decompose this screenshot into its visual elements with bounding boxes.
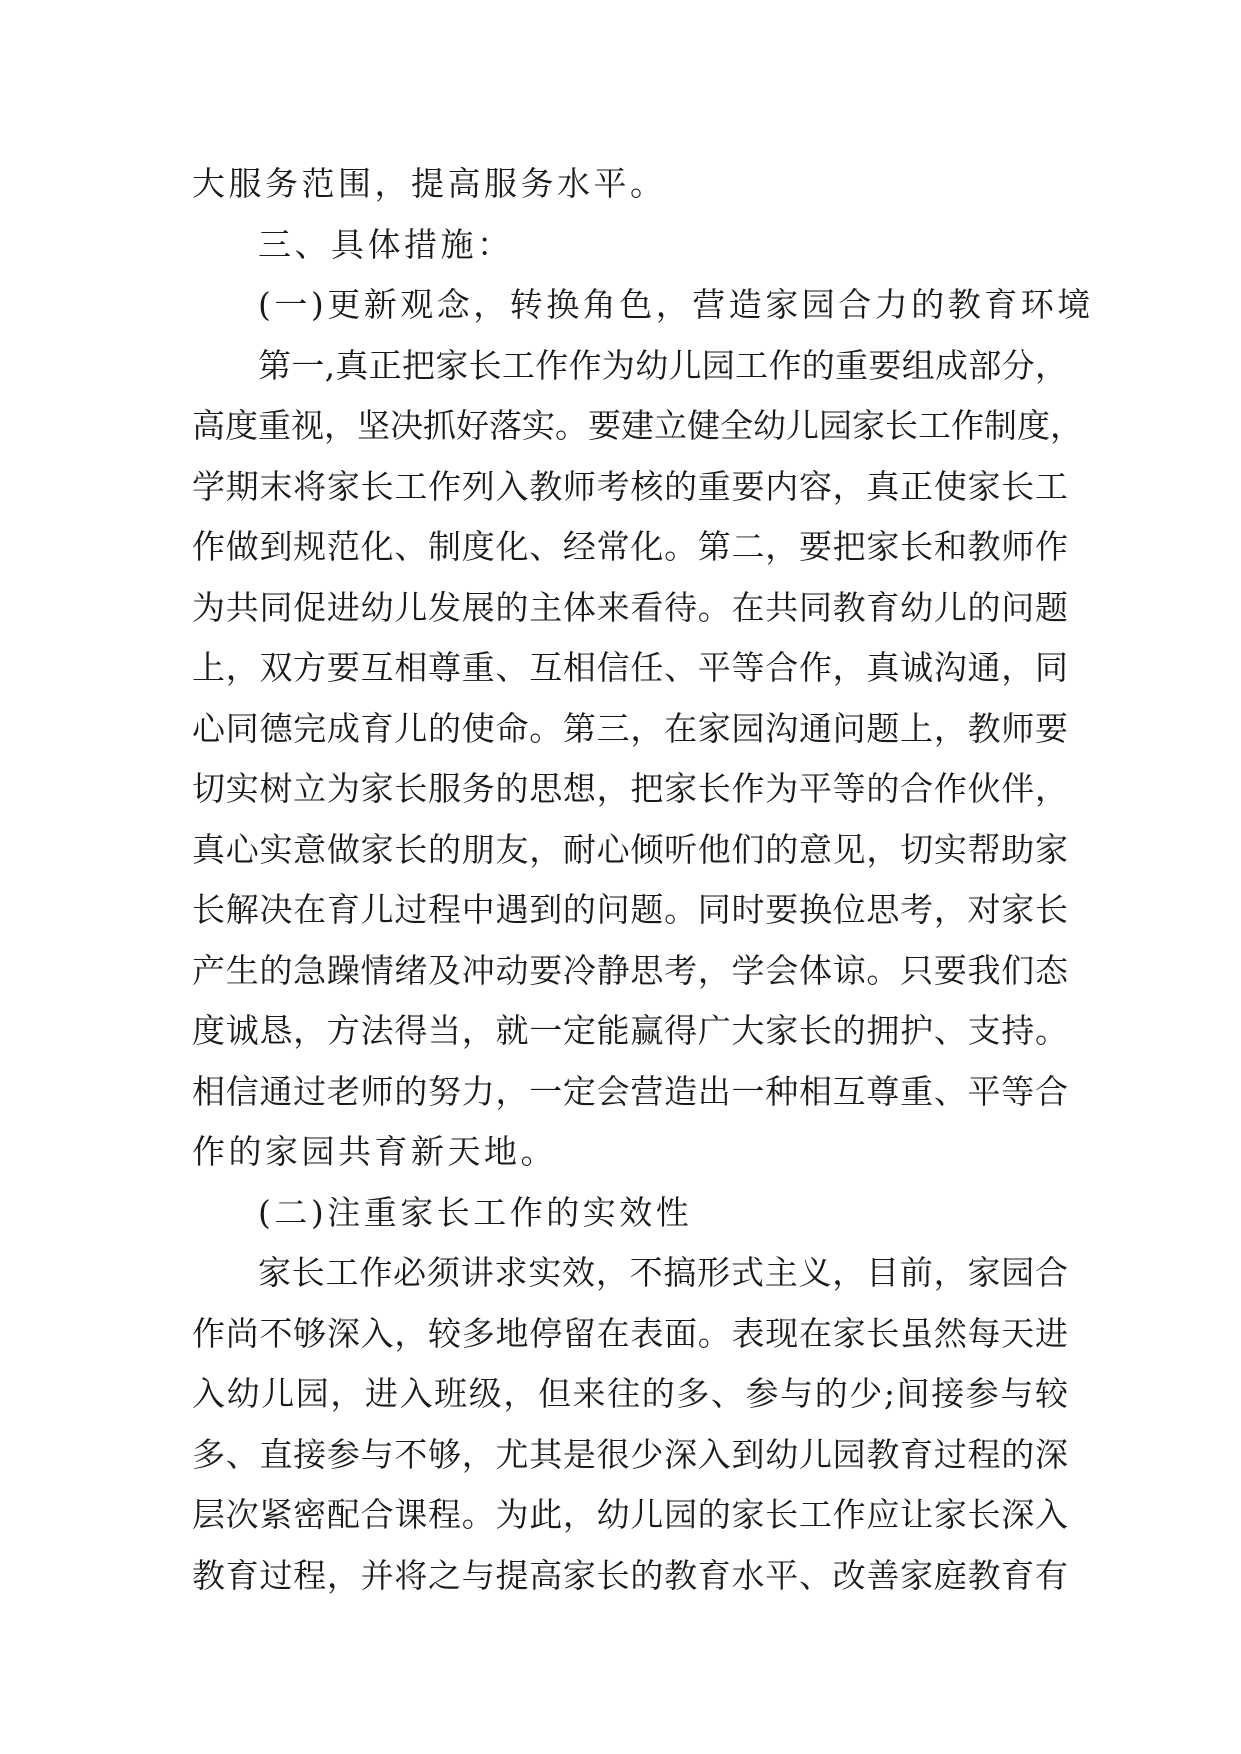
section-heading: 三、具体措施：	[258, 224, 514, 264]
text-line: 度诚恳，方法得当，就一定能赢得广大家长的拥护、支持。	[192, 1011, 1068, 1050]
text-line: 产生的急躁情绪及冲动要冷静思考，学会体谅。只要我们态	[192, 950, 1068, 990]
paragraph-first-line: 家长工作必须讲求实效，不搞形式主义，目前，家园合	[258, 1253, 1068, 1292]
text-line: 作做到规范化、制度化、经常化。第二，要把家长和教师作	[192, 527, 1068, 566]
text-line: 作的家园共育新天地。	[192, 1132, 557, 1171]
subsection-heading: (一)更新观念，转换角色，营造家园合力的教育环境	[258, 285, 1094, 324]
subsection-heading: (二)注重家长工作的实效性	[258, 1192, 693, 1232]
text-line: 入幼儿园，进入班级，但来往的多、参与的少;间接参与较	[192, 1374, 1068, 1413]
text-line: 多、直接参与不够，尤其是很少深入到幼儿园教育过程的深	[192, 1434, 1068, 1474]
text-line: 学期末将家长工作列入教师考核的重要内容，真正使家长工	[192, 466, 1068, 506]
document-body	[192, 154, 1094, 1606]
text-line: 切实树立为家长服务的思想，把家长作为平等的合作伙伴，	[192, 769, 1068, 808]
text-line: 心同德完成育儿的使命。第三，在家园沟通问题上，教师要	[192, 708, 1068, 748]
text-line: 高度重视，坚决抓好落实。要建立健全幼儿园家长工作制度，	[192, 406, 1083, 445]
text-line: 教育过程，并将之与提高家长的教育水平、改善家庭教育有	[192, 1555, 1068, 1595]
text-line: 作尚不够深入，较多地停留在表面。表现在家长虽然每天进	[192, 1313, 1068, 1353]
text-line: 长解决在育儿过程中遇到的问题。同时要换位思考，对家长	[192, 890, 1068, 929]
paragraph-first-line: 第一,真正把家长工作作为幼儿园工作的重要组成部分，	[258, 345, 1068, 385]
text-line: 大服务范围，提高服务水平。	[192, 164, 667, 203]
text-line: 层次紧密配合课程。为此，幼儿园的家长工作应让家长深入	[192, 1495, 1068, 1534]
text-line: 为共同促进幼儿发展的主体来看待。在共同教育幼儿的问题	[192, 587, 1068, 627]
text-line: 相信通过老师的努力，一定会营造出一种相互尊重、平等合	[192, 1071, 1068, 1111]
text-line: 真心实意做家长的朋友，耐心倾听他们的意见，切实帮助家	[192, 829, 1068, 869]
text-line: 上，双方要互相尊重、互相信任、平等合作，真诚沟通，同	[192, 648, 1068, 687]
